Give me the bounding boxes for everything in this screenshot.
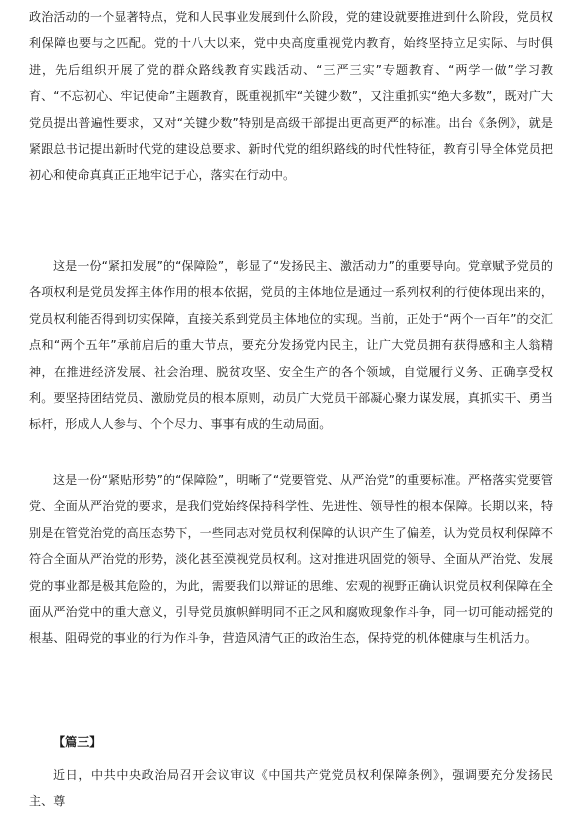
paragraph-1: 政治活动的一个显著特点，党和人民事业发展到什么阶段，党的建设就要推进到什么阶段，党员权利保障也要与之匹配。党的十八大以来，党中央高度重视党内教育，始终坚持立足实际、与时俱进，先后组织开展了党的群众路线教育实践活动、“三严三实”专题教育、“两学一做”学习教育、“不忘初心、牢记使命”主题教育，既重视抓牢“关键少数”，又注重抓实“绝大多数”，既对广大党员提出普遍性要求，又对“关键少数”特别是高级干部提出更高更严的标准。出台《条例》，就是紧跟总书记提出新时代党的建设总要求、新时代党的组织路线的时代性特征，教育引导全体党员把初心和使命真真正正地牢记于心，落实在行动中。 (29, 10, 553, 183)
paragraph-3: 这是一份“紧贴形势”的“保障险”，明晰了“党要管党、从严治党”的重要标准。严格落实党要管党、全面从严治党的要求，是我们党始终保持科学性、先进性、领导性的根本保障。长期以来，特别是在管党治党的高压态势下，一些同志对党员权利保障的认识产生了偏差，认为党员权利保障不符合全面从严治党的形势，淡化甚至漠视党员权利。这对推进巩固党的领导、全面从严治党、发展党的事业都是极其危险的，为此，需要我们以辩证的思维、宏观的视野正确认识党员权利保障在全面从严治党中的重大意义，引导党员旗帜鲜明同不正之风和腐败现象作斗争，同一切可能动摇党的根基、阻碍党的事业的行为作斗争，营造风清气正的政治生态，保持党的机体健康与生机活力。 (29, 473, 553, 646)
paragraph-2: 这是一份“紧扣发展”的“保障险”，彰显了“发扬民主、激活动力”的重要导向。党章赋予党员的各项权利是党员发挥主体作用的根本依据，党员的主体地位是通过一系列权利的行使体现出来的，党员权利能否得到切实保障，直接关系到党员主体地位的实现。当前，正处于“两个一百年”的交汇点和“两个五年”承前启后的重大节点，要充分发扬党内民主，让广大党员拥有获得感和主人翁精神，在推进经济发展、社会治理、脱贫攻坚、安全生产的各个领域，自觉履行义务、正确享受权利。要坚持团结党员、激励党员的根本原则，动员广大党员干部凝心聚力谋发展，真抓实干、勇当标杆，形成人人参与、个个尽力、事事有成的生动局面。 (29, 259, 553, 432)
paragraph-4: 近日，中共中央政治局召开会议审议《中国共产党党员权利保障条例》，强调要充分发扬民主、尊 (29, 768, 553, 809)
section-heading: 【篇三】 (53, 735, 102, 749)
